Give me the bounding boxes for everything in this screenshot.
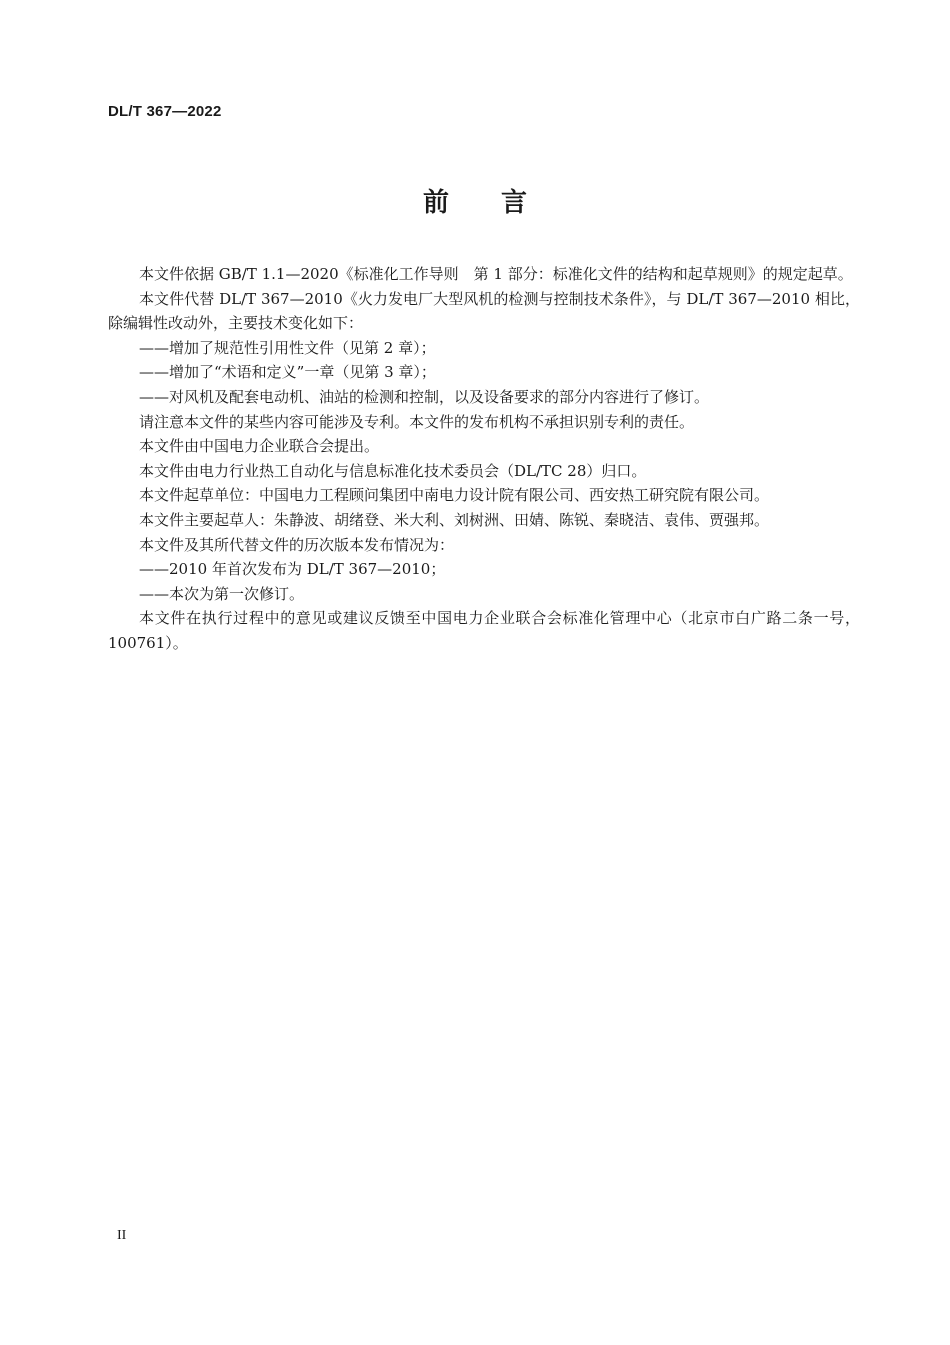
title-char-2: 言 (501, 188, 528, 218)
paragraph: 请注意本文件的某些内容可能涉及专利。本文件的发布机构不承担识别专利的责任。 (139, 412, 695, 431)
document-code: DL/T 367—2022 (108, 103, 222, 120)
list-item: ——对风机及配套电动机、油站的检测和控制，以及设备要求的部分内容进行了修订。 (139, 387, 710, 406)
list-item: ——2010 年首次发布为 DL/T 367—2010； (139, 560, 446, 579)
list-item: ——增加了“术语和定义”一章（见第 3 章）； (139, 363, 436, 382)
paragraph: 本文件在执行过程中的意见或建议反馈至中国电力企业联合会标准化管理中心（北京市白广路二条一号，100761）。 (108, 609, 860, 652)
paragraph: 本文件依据 GB/T 1.1—2020《标准化工作导则 第 1 部分：标准化文件的结构和起草规则》的规定起草。 (139, 265, 853, 283)
paragraph: 本文件主要起草人：朱静波、胡绪登、米大利、刘树洲、田婧、陈锐、秦晓洁、袁伟、贾强邦。 (139, 510, 770, 529)
list-item: ——增加了规范性引用性文件（见第 2 章）； (139, 338, 436, 357)
page-number: II (117, 1228, 127, 1243)
paragraph: 本文件起草单位：中国电力工程顾问集团中南电力设计院有限公司、西安热工研究院有限公司。 (139, 486, 770, 505)
list-item: ——本次为第一次修订。 (139, 584, 305, 603)
foreword-body (108, 262, 860, 656)
paragraph: 本文件及其所代替文件的历次版本发布情况为： (139, 535, 455, 554)
paragraph: 本文件代替 DL/T 367—2010《火力发电厂大型风机的检测与控制技术条件》，与 DL/T 367—2010 相比，除编辑性改动外，主要技术变化如下： (108, 289, 860, 333)
page-title (0, 182, 950, 219)
paragraph: 本文件由电力行业热工自动化与信息标准化技术委员会（DL/TC 28）归口。 (139, 461, 647, 480)
title-char-1: 前 (422, 188, 449, 218)
paragraph: 本文件由中国电力企业联合会提出。 (139, 437, 380, 456)
